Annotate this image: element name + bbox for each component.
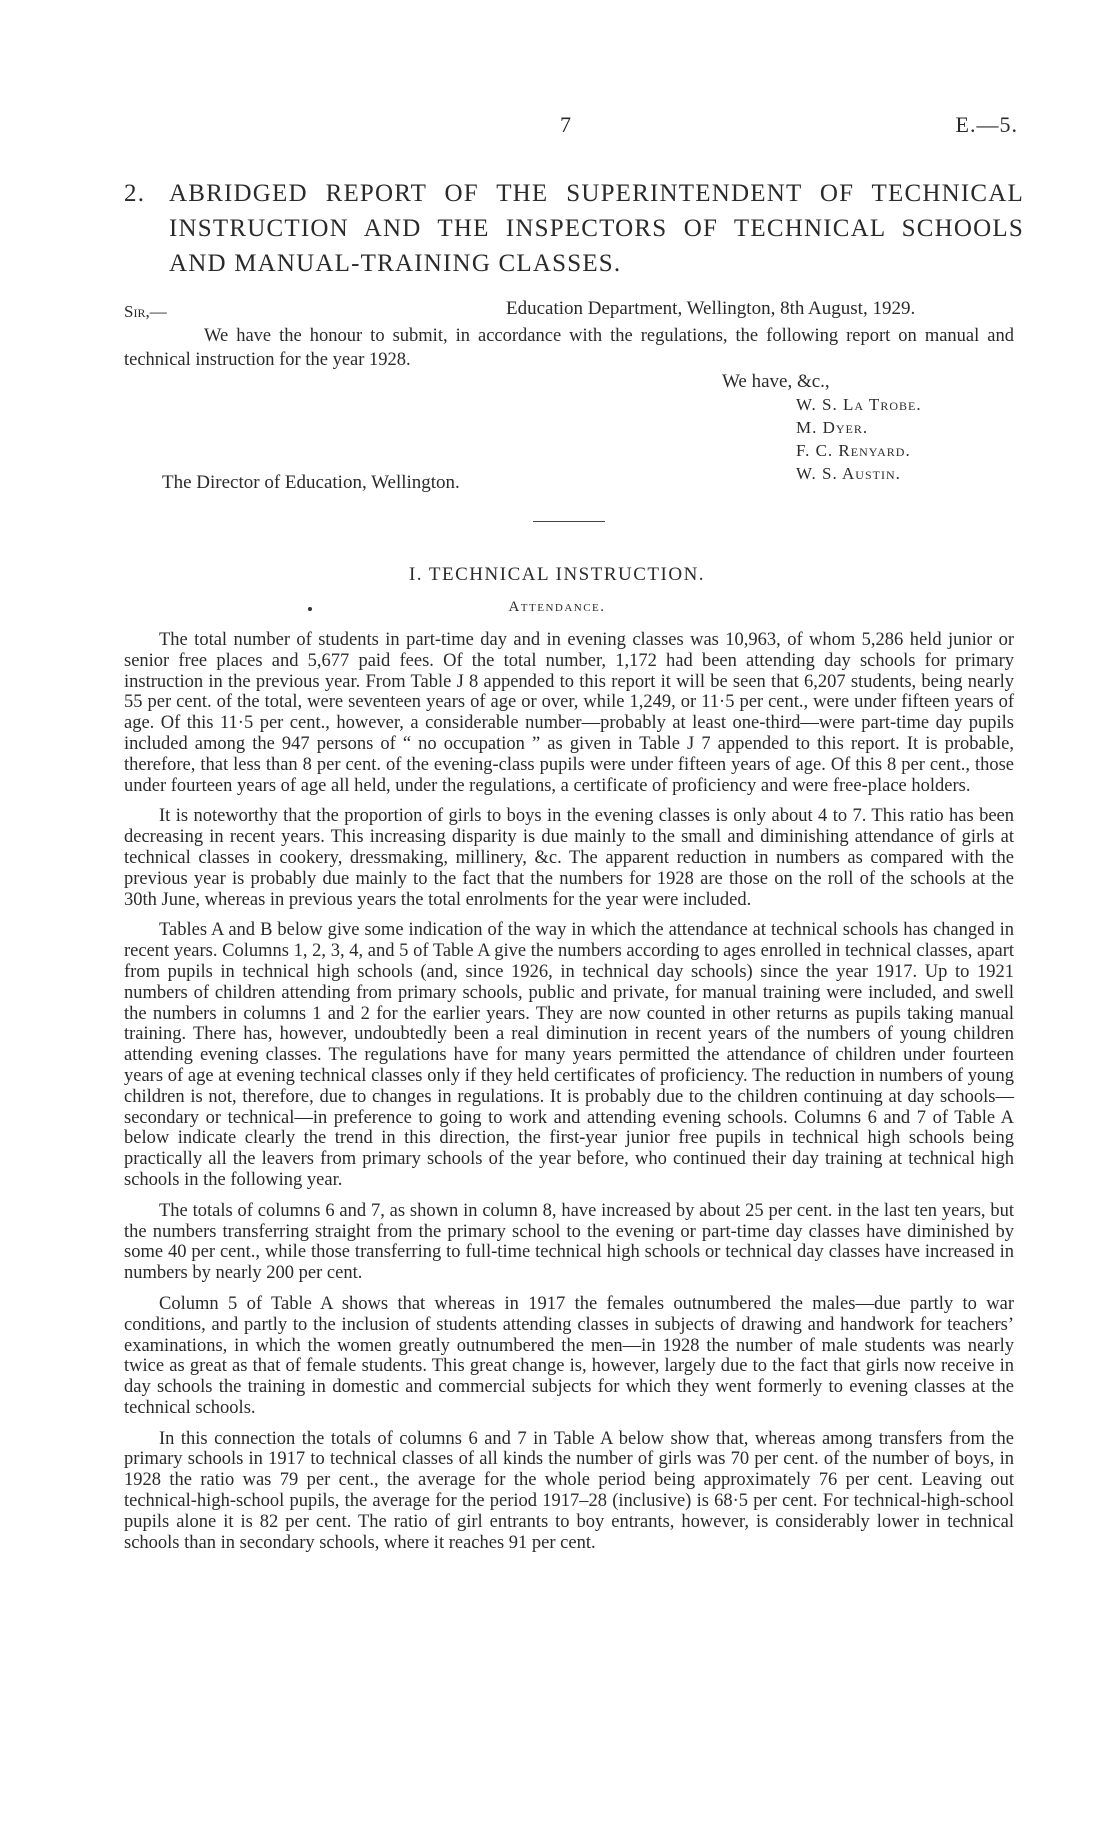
report-title xyxy=(124,176,1024,281)
title-line-2: INSTRUCTION AND THE INSPECTORS OF TECHNICAL SCHOOLS xyxy=(169,215,1024,242)
paragraph: It is noteworthy that the proportion of girls to boys in the evening classes is only about 4 to 7. This ratio has been decreasing in recent years. This increasing disparity is due mainly to the small and diminishing attendance of girls at technical classes in cookery, dressmaking, millinery, &c. The apparent reduction in numbers as compared with the previous year is probably due mainly to the fact that the numbers for 1928 are those on the roll of the schools at the 30th June, whereas in previous years the total enrolments for the year were included. xyxy=(124,806,1014,910)
addressee: The Director of Education, Wellington. xyxy=(162,472,460,493)
section-subheading: Attendance. xyxy=(508,599,606,615)
document-reference: E.—5. xyxy=(955,112,1018,137)
signatory: W. S. La Trobe. xyxy=(796,395,922,414)
signatories xyxy=(796,393,922,485)
dateline: Education Department, Wellington, 8th August, 1929. xyxy=(506,298,916,319)
paragraph: The totals of columns 6 and 7, as shown in column 8, have increased by about 25 per cent. in the last ten years, but the numbers transferring straight from the primary school to the evening or part-time day classes have diminished by some 40 per cent., while those transferring to full-time technical high schools or technical day classes have increased in numbers by nearly 200 per cent. xyxy=(124,1200,1014,1284)
paragraph: The total number of students in part-time day and in evening classes was 10,963, of whom 5,286 held junior or senior free places and 5,677 paid fees. Of the total number, 1,172 had been attending day schools for primary instruction in the previous year. From Table J 8 appended to this report it will be seen that 6,207 students, being nearly 55 per cent. of the total, were seventeen years of age or over, while 1,249, or 11·5 per cent., were under fifteen years of age. Of this 11·5 per cent., however, a considerable number—probably at least one-third—were part-time day pupils included among the 947 persons of “ no occupation ” as given in Table J 7 appended to this report. It is probable, therefore, that less than 8 per cent. of the evening-class pupils were under fifteen years of age. Of this 8 per cent., those under fourteen years of age all held, under the regulations, a certificate of proficiency and were free-place holders. xyxy=(124,630,1014,796)
section-heading: I. TECHNICAL INSTRUCTION. xyxy=(408,564,706,585)
body-text xyxy=(124,630,1014,1563)
signatory: M. Dyer. xyxy=(796,418,869,437)
paragraph: Tables A and B below give some indication of the way in which the attendance at technical schools has changed in recent years. Columns 1, 2, 3, 4, and 5 of Table A give the numbers according to ages enrolled in technical classes, apart from pupils in technical high schools (and, since 1926, in technical day schools) since the year 1917. Up to 1921 numbers of children attending from primary schools, public and private, for manual training were included, and swell the numbers in columns 1 and 2 for the earlier years. They are now counted in other returns as pupils taking manual training. There has, however, undoubtedly been a real diminution in recent years of the numbers of young children attending evening classes. The regulations have for many years permitted the attendance of children under fourteen years of age at evening technical classes only if they held certificates of proficiency. The reduction in numbers of young children is not, therefore, due to changes in regulations. It is probably due to the children continuing at day schools—secondary or technical—in preference to going to work and attending evening schools. Columns 6 and 7 of Table A below indicate clearly the trend in this direction, the first-year junior free pupils in technical high schools being practically all the leavers from primary schools of the year before, who continued their day training at technical high schools in the following year. xyxy=(124,920,1014,1190)
signatory: F. C. Renyard. xyxy=(796,441,911,460)
title-line-3: AND MANUAL-TRAINING CLASSES. xyxy=(169,250,622,277)
paragraph: In this connection the totals of columns 6 and 7 in Table A below show that, whereas among transfers from the primary schools in 1917 to technical classes of all kinds the number of girls was 70 per cent. of the number of boys, in 1928 the ratio was 79 per cent., the average for the whole period being approximately 76 per cent. Leaving out technical-high-school pupils, the average for the period 1917–28 (inclusive) is 68·5 per cent. For technical-high-school pupils alone it is 82 per cent. The ratio of girl entrants to boy entrants, however, is considerably lower in technical schools than in secondary schools, where it reaches 91 per cent. xyxy=(124,1428,1014,1553)
title-number: 2. xyxy=(124,180,146,207)
paragraph: Column 5 of Table A shows that whereas in 1917 the females outnumbered the males—due partly to war conditions, and partly to the inclusion of students attending classes in subjects of drawing and handwork for teachers’ examinations, in which the women greatly outnumbered the men—in 1928 the number of male students was nearly twice as great as that of female students. This great change is, however, largely due to the fact that girls now receive in day schools the training in domestic and commercial subjects for which they went formerly to evening classes at the technical schools. xyxy=(124,1293,1014,1418)
divider-rule xyxy=(533,521,605,522)
page-number: 7 xyxy=(560,112,571,137)
closing: We have, &c., xyxy=(722,371,830,392)
intro-paragraph: We have the honour to submit, in accordance with the regulations, the following report on manual and technical instruction for the year 1928. xyxy=(124,326,1014,370)
title-line-1: 2. ABRIDGED REPORT OF THE SUPERINTENDENT OF TECHNICAL xyxy=(124,176,1024,211)
signatory: W. S. Austin. xyxy=(796,464,901,483)
salutation: Sir,— xyxy=(124,302,167,321)
